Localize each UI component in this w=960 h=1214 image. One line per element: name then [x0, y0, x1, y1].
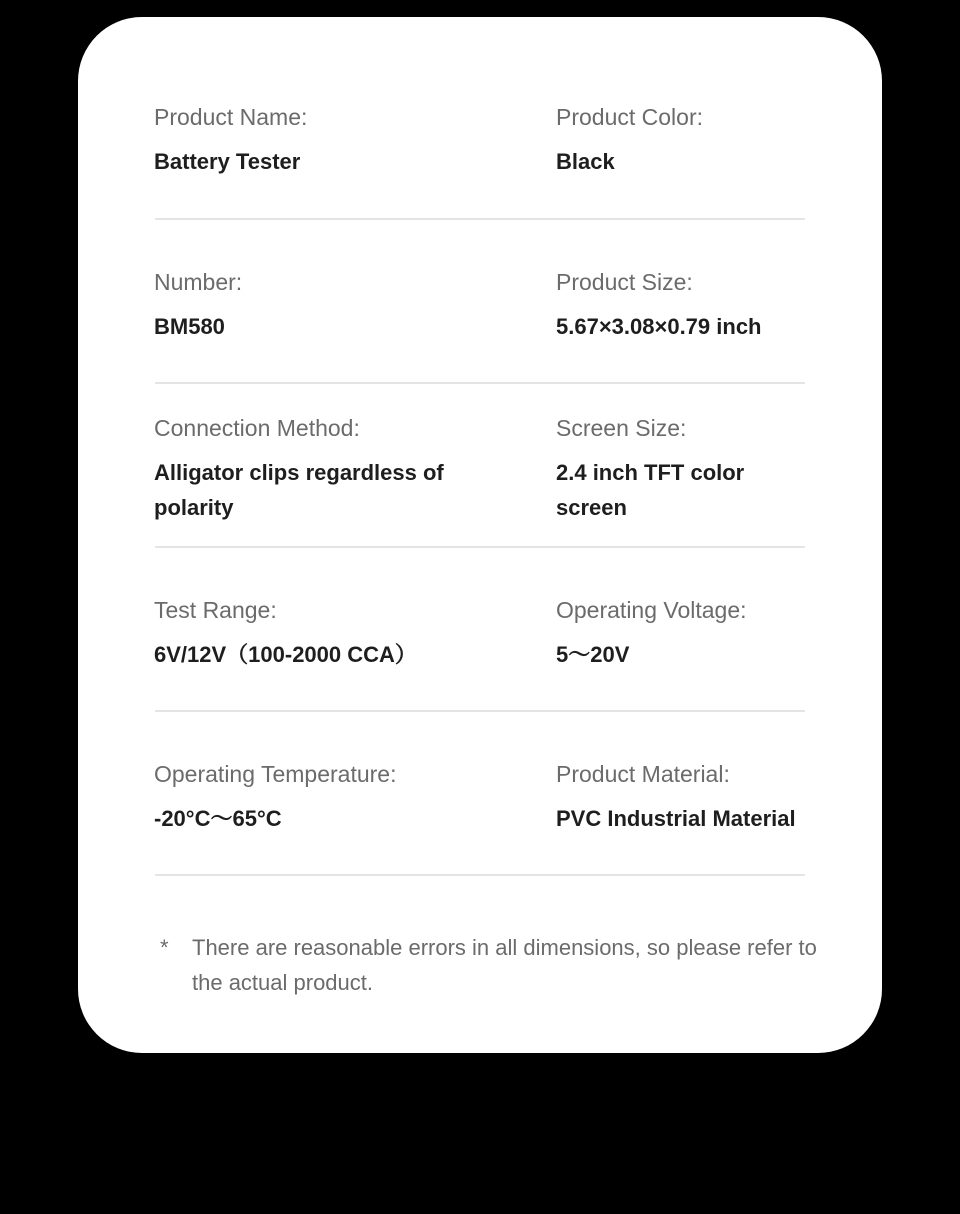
divider	[155, 382, 805, 384]
divider	[155, 710, 805, 712]
spec-test-range	[154, 595, 494, 672]
spec-value: Black	[556, 149, 615, 174]
spec-value: 6V/12V（100-2000 CCA）	[154, 642, 417, 667]
asterisk-icon: *	[160, 935, 169, 960]
spec-value: Battery Tester	[154, 149, 301, 174]
spec-number	[154, 267, 494, 344]
spec-label: Product Color:	[556, 104, 704, 130]
spec-operating-temperature	[154, 759, 494, 836]
spec-value: -20°C～65°C	[154, 806, 282, 831]
divider	[155, 546, 805, 548]
spec-value: PVC Industrial Material	[556, 806, 796, 831]
spec-label: Operating Temperature:	[154, 761, 397, 787]
spec-value: 5.67×3.08×0.79 inch	[556, 314, 762, 339]
spec-label: Test Range:	[154, 597, 277, 623]
spec-label: Screen Size:	[556, 415, 687, 441]
spec-product-color	[556, 102, 818, 179]
spec-connection-method	[154, 413, 494, 525]
spec-value: 2.4 inch TFT color screen	[556, 460, 745, 520]
spec-label: Product Size:	[556, 269, 693, 295]
disclaimer-text: There are reasonable errors in all dimensions, so please refer to the actual product.	[192, 935, 817, 995]
spec-product-name	[154, 102, 494, 179]
spec-value: 5～20V	[556, 642, 630, 667]
spec-value: Alligator clips regardless of polarity	[154, 460, 444, 520]
spec-label: Product Name:	[154, 104, 308, 130]
spec-card	[78, 17, 882, 1053]
spec-label: Product Material:	[556, 761, 730, 787]
spec-label: Number:	[154, 269, 243, 295]
spec-product-size	[556, 267, 818, 344]
divider	[155, 874, 805, 876]
spec-operating-voltage	[556, 595, 818, 672]
spec-value: BM580	[154, 314, 225, 339]
divider	[155, 218, 805, 220]
spec-screen-size	[556, 413, 818, 525]
disclaimer-note	[160, 930, 820, 1000]
spec-label: Operating Voltage:	[556, 597, 747, 623]
spec-label: Connection Method:	[154, 415, 360, 441]
spec-product-material	[556, 759, 818, 836]
